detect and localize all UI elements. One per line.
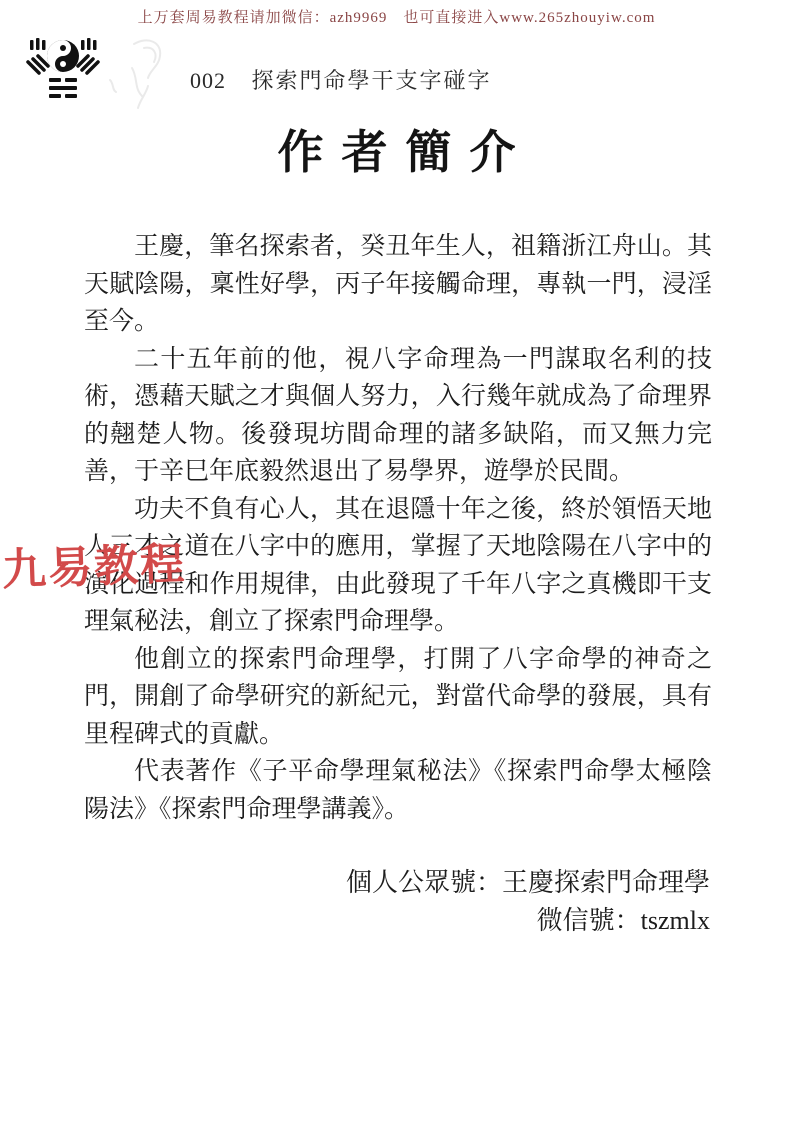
paragraph-contribution: 他創立的探索門命理學，打開了八字命學的神奇之門，開創了命學研究的新紀元，對當代命學的發展，具有里程碑式的貢獻。 — [84, 645, 712, 748]
paragraph-early-career: 二十五年前的他，視八字命理為一門謀取名利的技術，憑藉天賦之才與個人努力，入行幾年就成為了命理界的翹楚人物。後發現坊間命理的諸多缺陷，而又無力完善，于辛巳年底毅然退出了易學界，遊學於民間。 — [84, 345, 712, 485]
paragraph-discovery: 功夫不負有心人，其在退隱十年之後，終於領悟天地人三才之道在八字中的應用，掌握了天地陰陽在八字中的演化過程和作用規律，由此發現了千年八字之真機即干支理氣秘法，創立了探索門命理學。 — [84, 495, 712, 635]
public-account-line: 個人公眾號：王慶探索門命理學 — [345, 868, 710, 897]
contact-block — [346, 864, 710, 940]
wechat-id-line: 微信號：tszmlx — [536, 906, 710, 935]
faint-sketch-decoration — [104, 34, 184, 116]
paragraph-bio: 王慶，筆名探索者，癸丑年生人，祖籍浙江舟山。其天賦陰陽，稟性好學，丙子年接觸命理，專執一門，浸淫至今。 — [84, 233, 712, 335]
bagua-yinyang-logo-icon — [12, 36, 114, 104]
page-number: 002 — [190, 68, 226, 93]
paragraph-works: 代表著作《子平命學理氣秘法》《探索門命學太極陰陽法》《探索門命理學講義》。 — [84, 758, 712, 823]
site-watermark: 九易教程 — [1, 539, 187, 595]
page-title: 作者簡介 — [277, 127, 534, 178]
running-header — [190, 64, 492, 95]
book-title: 探索門命學干支字碰字 — [251, 68, 492, 93]
promo-banner: 上万套周易教程请加微信：azh9969 也可直接进入www.265zhouyiw.com — [137, 10, 656, 26]
